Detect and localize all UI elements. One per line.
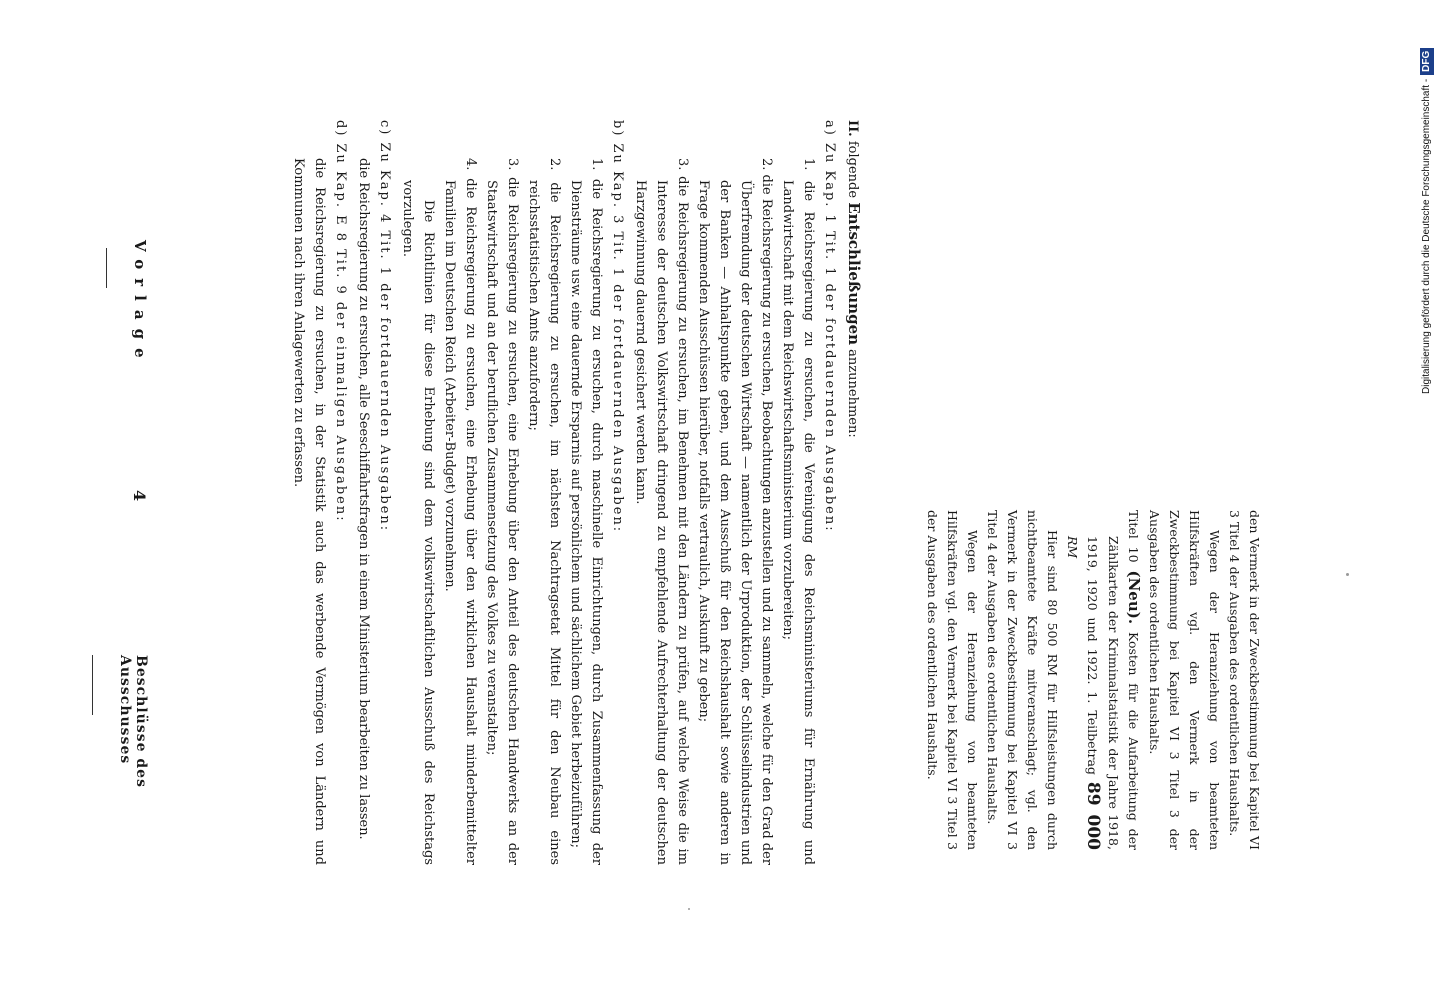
section-d-label: d) Zu Kap. E 8 Tit. 9 der einmaligen Ausgaben: bbox=[333, 120, 348, 523]
section-b-item-1: 1. die Reichsregierung zu ersuchen, durch maschinelle Einrichtungen, durch Zusammenfassung der Diensträume usw. eine dauernde Ersparnis auf persönlichem und sächlichem Gebiet herbeizuführen; bbox=[568, 158, 604, 865]
section-b-item-3: 3. die Reichsregierung zu ersuchen, eine Erhebung über den Anteil des deutschen Handwerks an der Staatswirtschaft und an der beruflichen Zusammensetzung des Volkes zu veranstalten; bbox=[484, 158, 520, 865]
scan-speck bbox=[688, 908, 690, 910]
page-number: 4 bbox=[130, 490, 149, 502]
paragraph-titel10 bbox=[1062, 510, 1144, 850]
digitization-notice bbox=[1418, 8, 1434, 394]
section-b-item-4: 4. die Reichsregierung zu ersuchen, eine Erhebung über den wirklichen Haushalt minderbemittelter Familien im Deutschen Reich (Arbeiter-Budget) vorzunehmen. bbox=[442, 158, 478, 865]
section-II-heading bbox=[842, 120, 864, 865]
section-II-post: anzunehmen: bbox=[845, 349, 860, 438]
section-a-item-2: 2. die Reichsregierung zu ersuchen, Beobachtungen anzustellen und zu sammeln, welche für den Grad der Überfremdung der deutschen Wirtschaft — namentlich der Urproduktion, der Schlüsselindustrien und der Banken — Anhaltspunkte geben, und dem Ausschuß für den Reichshaushalt sowie anderen in Frage kommenden Ausschüssen hierüber, notfalls vertraulich, Auskunft zu geben; bbox=[696, 158, 774, 865]
section-a-item-1: 1. die Reichsregierung zu ersuchen, die Vereinigung des Reichsministeriums für Ernährung und Landwirtschaft mit dem Reichswirtschaftsministerium vorzubereiten; bbox=[780, 158, 816, 865]
titel10-label: Titel 10 bbox=[1126, 510, 1141, 563]
titel10-amount: 89 000 bbox=[1083, 781, 1103, 850]
header-beschluesse: Beschlüsse des Ausschusses bbox=[92, 655, 149, 875]
section-c-label: c) Zu Kap. 4 Tit. 1 der fortdauernden Ausgaben: bbox=[377, 120, 392, 533]
paragraph-heranziehung-2: Wegen der Heranziehung von beamteten Hilfskräften vgl. den Vermerk bei Kapitel VI 3 Titel 3 der Ausgaben des ordentlichen Haushalts. bbox=[925, 510, 980, 850]
digitization-text: Digitalisierung gefördert durch die Deutsche Forschungsgemeinschaft - bbox=[1421, 78, 1432, 394]
committee-column bbox=[922, 510, 1264, 850]
titel10-neu: (Neu). bbox=[1125, 570, 1143, 625]
section-II-numeral: II. bbox=[845, 120, 860, 137]
section-b-label: b) Zu Kap. 3 Tit. 1 der fortdauernden Ausgaben: bbox=[610, 120, 625, 534]
section-II-bold: Entschließungen bbox=[845, 202, 863, 346]
section-II-pre: folgende bbox=[845, 140, 860, 199]
section-c-text: die Reichsregierung zu ersuchen, alle Seeschiffahrtsfragen in einem Ministerium bearbeiten zu lassen. bbox=[356, 158, 371, 840]
paragraph-hilfsleistungen: Hier sind 80 500 RM für Hilfsleistungen durch nichtbeamtete Kräfte mitveranschlagt; vgl. den Vermerk in der Zweckbestimmung bei Kapitel VI 3 Titel 4 der Ausgaben des ordentlichen Haushalts. bbox=[985, 510, 1060, 850]
dfg-logo: DFG bbox=[1420, 48, 1434, 75]
titel10-text: Kosten für die Aufarbeitung der Zählkarten der Kriminalstatistik der Jahre 1918, 1919, 1920 und 1922. 1. Teilbetrag bbox=[1085, 536, 1141, 851]
scan-speck bbox=[1346, 573, 1349, 576]
section-a-item-3: 3. die Reichsregierung zu ersuchen, im Benehmen mit den Ländern zu prüfen, auf welche Weise die im Interesse der deutschen Volkswirtschaft dringend zu empfehlende Aufrechterhaltung der deutschen Harzgewinnung dauernd gesichert werden kann. bbox=[633, 158, 690, 865]
section-b-item-2: 2. die Reichsregierung zu ersuchen, im nächsten Nachtragsetat Mittel für den Neubau eines reichsstatistischen Amts anzufordern; bbox=[526, 158, 562, 865]
titel10-unit: RM bbox=[1065, 536, 1080, 559]
section-b-note: Die Richtlinien für diese Erhebung sind dem volkswirtschaftlichen Ausschuß des Reichstags vorzulegen. bbox=[400, 180, 436, 865]
resolutions-column bbox=[288, 120, 864, 865]
paragraph-heranziehung-1: Wegen der Heranziehung von beamteten Hilfskräften vgl. den Vermerk in der Zweckbestimmung bei Kapitel VI 3 Titel 3 der Ausgaben des ordentlichen Haushalts. bbox=[1147, 510, 1222, 850]
paragraph-vermerk: den Vermerk in der Zweckbestimmung bei Kapitel VI 3 Titel 4 der Ausgaben des ordentlichen Haushalts. bbox=[1227, 510, 1262, 850]
section-a-label: a) Zu Kap. 1 Tit. 1 der fortdauernden Ausgaben: bbox=[822, 120, 837, 533]
header-vorlage: Vorlage bbox=[106, 240, 149, 380]
section-d-text: die Reichsregierung zu ersuchen, in der Statistik auch das werbende Vermögen von Ländern und Kommunen nach ihren Anlagewerten zu erfassen. bbox=[291, 158, 327, 865]
